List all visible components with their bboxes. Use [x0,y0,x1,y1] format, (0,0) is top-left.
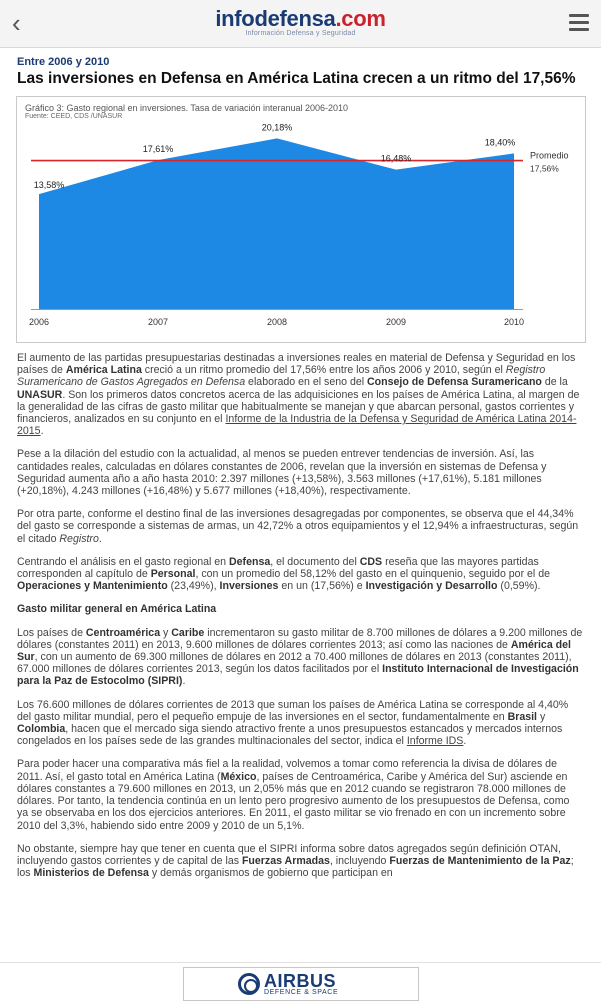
logo-tld-text: .com [335,6,386,31]
x-tick-label: 2007 [147,317,169,327]
article-link[interactable]: Informe de la Industria de la Defensa y Seguridad de América Latina 2014-2015 [17,413,577,438]
chart-container [16,96,586,343]
ad-banner-bar [0,962,601,1002]
data-label: 17,61% [142,144,174,155]
article-paragraph: No obstante, siempre hay que tener en cuenta que el SIPRI informa sobre datos agregados según definición OTAN, incluyendo gastos corrientes y de capital de las Fuerzas Armadas, incluyendo Fuerzas de Mantenimiento de la Paz; los Ministerios de Defensa y demás organismos de gobierno que participan en [17,842,574,880]
article-body [17,352,583,890]
article-headline: Las inversiones en Defensa en América Latina crecen a un ritmo del 17,56% [17,70,576,87]
italic-text: Registro Suramericano de Gastos Agregados en Defensa [17,364,546,389]
area-chart [17,97,587,344]
article-kicker: Entre 2006 y 2010 [17,56,110,68]
article-paragraph: El aumento de las partidas presupuestarias destinadas a inversiones reales en material de Defensa y Seguridad en los países de América Latina creció a un ritmo promedio del 17,56% entre los años 2006 y 2010, según el Registro Suramericano de Gastos Agregados en Defensa elaborado en el seno del Consejo de Defensa Suramericano de la UNASUR. Son los primeros datos concretos acerca de las adquisiciones en los países de América Latina, al margen de la generalidad de las cifras de gasto militar que habitualmente se manejan y que abarcan personal, gastos corrientes y financieros, analizados en su conjunto en el Informe de la Industria de la Defensa y Seguridad de América Latina 2014-2015. [17,352,580,438]
bold-text: Investigación y Desarrollo [365,580,498,593]
bold-text: CDS [359,555,383,568]
ad-banner[interactable] [183,967,419,1001]
bold-text: Fuerzas Armadas [241,854,330,867]
bold-text: Operaciones y Mantenimiento [17,580,168,593]
article-link[interactable]: Informe IDS [406,735,464,748]
hamburger-menu-icon[interactable] [569,14,589,32]
chart-source: Fuente: CEED, CDS /UNASUR [25,113,123,120]
bold-text: Centroamérica [85,626,161,639]
bold-text: Personal [150,568,196,581]
bold-text: Caribe [171,626,205,639]
ad-tagline: DEFENCE & SPACE [264,989,339,996]
airbus-logo-icon [238,973,260,995]
x-tick-label: 2009 [385,317,407,327]
data-label: 20,18% [261,122,293,133]
article-paragraph: Para poder hacer una comparativa más fiel a la realidad, volvemos a tomar como referencia la divisa de dólares de 2011. Así, el gasto total en América Latina (México, países de Centroamérica, Caribe y América del Sur) asciende en dólares constantes a 79.600 millones en 2013, un 2,05% más que en 2012 cuando se registraron 78.000 millones de dólares. Por tanto, la tendencia continúa en un lento pero progresivo aumento de los presupuestos de Defensa, como ya se observaba en los dos ejercicios anteriores. En 2011, el gasto militar se vio frenado en con un incremento sobre 2010 del 3,3%, habiendo sido entre 2009 y 2010 de un 5,1%. [17,758,570,832]
bold-text: Colombia [17,723,66,736]
bold-text: Inversiones [219,580,279,593]
bold-text: América Latina [65,364,142,377]
article-paragraph: Por otra parte, conforme el destino final de las inversiones desagregadas por componentes, se observa que el 44,34% del gasto se corresponde a sistemas de armas, un 42,72% a otros equipamientos y el 12,94% a infraestructuras, según el citado Registro. [17,508,579,545]
x-tick-label: 2008 [266,317,288,327]
x-tick-label: 2010 [503,317,525,327]
site-logo[interactable] [0,6,601,37]
logo-tagline: Información Defensa y Seguridad [245,30,356,37]
bold-text: Consejo de Defensa Suramericano [367,376,542,389]
bold-text: Defensa [229,555,271,568]
article-subheading: Gasto militar general en América Latina [17,603,217,616]
article-paragraph: Centrando el análisis en el gasto regional en Defensa, el documento del CDS reseña que las mayores partidas corresponden al capítulo de Personal, con un promedio del 58,12% del gasto en el quinquenio, seguido por el de Operaciones y Mantenimiento (23,49%), Inversiones en un (17,56%) e Investigación y Desarrollo (0,59%). [17,555,551,593]
area-series [39,138,514,309]
italic-text: Registro [59,532,99,545]
article-paragraph: Los países de Centroamérica y Caribe incrementaron su gasto militar de 8.700 millones de dólares a 9.200 millones de dólares (constantes 2011) en 2013, 9.600 millones de dólares corrientes 2013; así como las naciones de América del Sur, con un aumento de 69.300 millones de dólares en 2012 a 70.400 millones de dólares en 2013 (constantes 2011), 67.000 millones de dólares corrientes 2013, según los datos facilitados por el Instituto Internacional de Investigación para la Paz de Estocolmo (SIPRI). [17,626,583,688]
reference-line-value: 17,56% [530,163,559,174]
bold-text: México [220,770,257,783]
article-paragraph: Los 76.600 millones de dólares corrientes de 2013 que suman los países de América Latina se corresponde al 4,40% del gasto militar mundial, pero el pequeño empuje de las inversiones en el sector, fundamentalmente en Brasil y Colombia, hacen que el mercado siga siendo atractivo frente a unos presupuestos estancados y mercados internos congelados en los países sede de las grandes multinacionales del sector, indica el Informe IDS. [17,698,569,748]
bold-text: Instituto Internacional de Investigación para la Paz de Estocolmo (SIPRI) [17,663,579,688]
logo-main-text: infodefensa [215,6,336,31]
bold-text: UNASUR [17,388,63,401]
chart-title: Gráfico 3: Gasto regional en inversiones. Tasa de variación interanual 2006-2010 [25,103,349,113]
reference-line-name: Promedio [530,150,569,161]
bold-text: América del Sur [17,638,571,664]
data-label: 16,48% [380,153,412,164]
x-tick-label: 2006 [28,317,50,327]
top-navigation-bar [0,0,601,48]
data-label: 18,40% [484,137,516,148]
bold-text: Brasil [507,710,538,723]
data-label: 13,58% [33,180,65,191]
back-button[interactable]: ‹ [12,8,21,38]
article-paragraph: Pese a la dilación del estudio con la actualidad, al menos se pueden entrever tendencias de inversión. Así, las cantidades reales, calculadas en dólares constantes de 2006, revelan que la inversión en sistemas de Defensa y Seguridad aumenta año a año hasta 2010: 2.397 millones (+13,58%), 3.563 millones (+17,61%), 5.181 millones (+20,18%), 4.243 millones (+16,48%) y 5.677 millones (+18,40%), respectivamente. [17,448,547,498]
bold-text: Fuerzas de Mantenimiento de la Paz [389,854,571,867]
ad-brand: AIRBUS [264,971,337,991]
bold-text: Ministerios de Defensa [33,867,149,880]
